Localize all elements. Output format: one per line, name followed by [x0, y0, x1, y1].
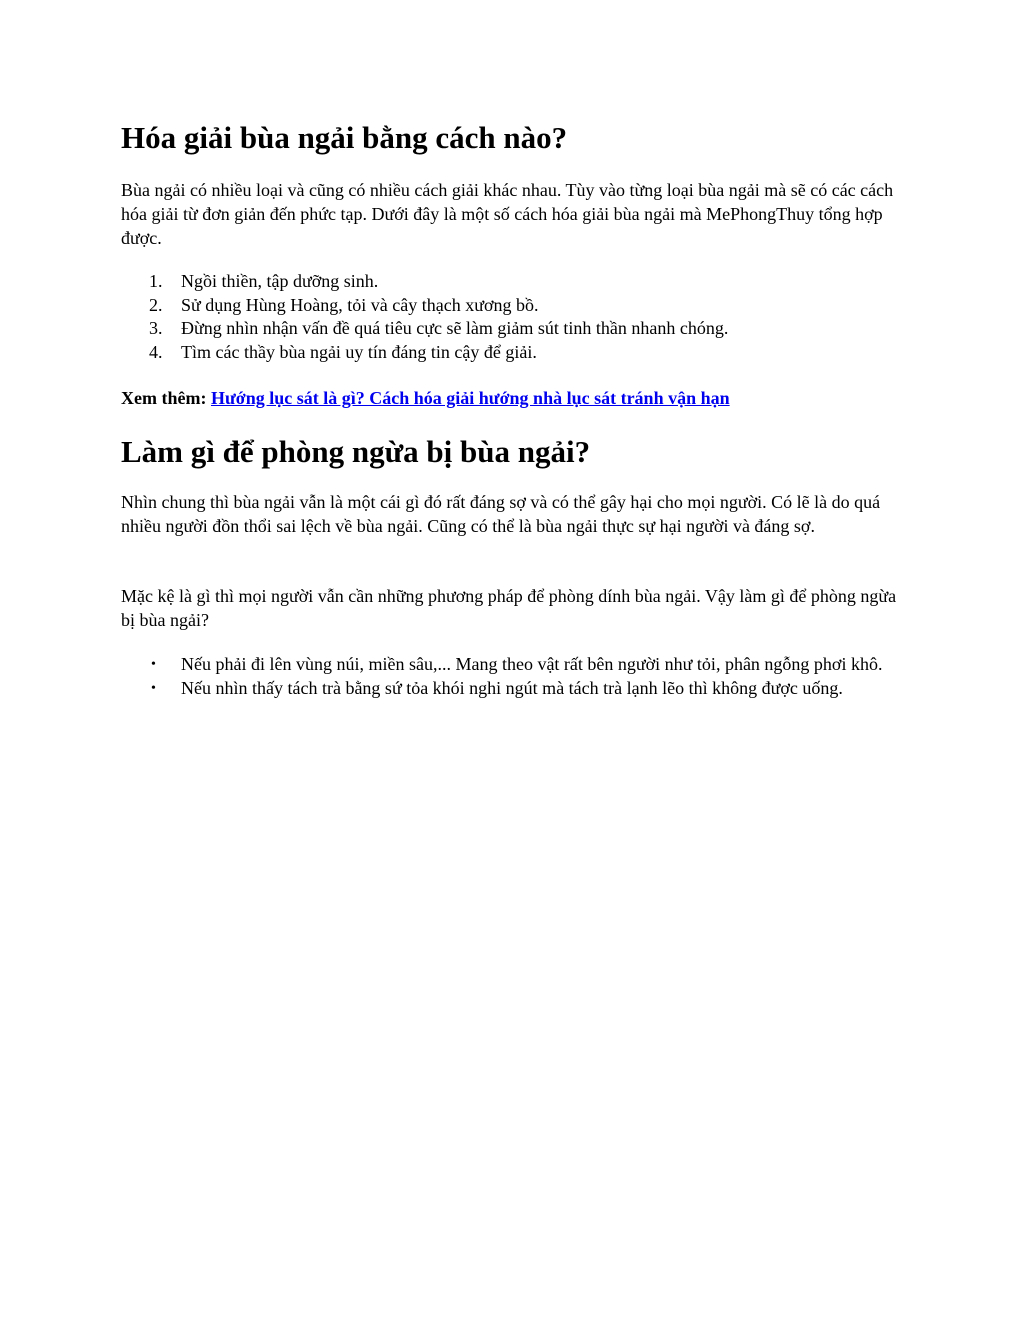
list-item-text: Nếu phải đi lên vùng núi, miền sâu,... Mang theo vật rất bên người như tỏi, phân ngỗng phơi khô. — [181, 654, 883, 674]
list-item — [121, 653, 906, 677]
bullet-icon: • — [151, 680, 156, 696]
list-number: 1. — [149, 271, 163, 291]
list-item-text: Tìm các thầy bùa ngải uy tín đáng tin cậy để giải. — [181, 341, 537, 362]
section-heading-remedy: Hóa giải bùa ngải bằng cách nào? — [121, 120, 568, 155]
list-item — [121, 294, 906, 318]
remedy-steps-list — [121, 270, 906, 364]
see-also-label: Xem thêm: — [121, 388, 207, 408]
list-item-text: Đừng nhìn nhận vấn đề quá tiêu cực sẽ làm giảm sút tinh thần nhanh chóng. — [181, 318, 729, 338]
list-item-text: Nếu nhìn thấy tách trà bằng sứ tỏa khói nghi ngút mà tách trà lạnh lẽo thì không được uống. — [181, 677, 843, 698]
prevention-paragraph-1: Nhìn chung thì bùa ngải vẫn là một cái gì đó rất đáng sợ và có thể gây hại cho mọi người. Có lẽ là do quá nhiều người đồn thổi sai lệch về bùa ngải. Cũng có thể là bùa ngải thực sự hại người và đáng sợ. — [121, 492, 881, 536]
see-also-line — [121, 386, 730, 410]
prevention-bullet-list — [121, 653, 906, 700]
list-item-text: Sử dụng Hùng Hoàng, tỏi và cây thạch xương bồ. — [181, 294, 539, 315]
list-number: 4. — [149, 341, 163, 362]
prevention-paragraph-2: Mặc kệ là gì thì mọi người vẫn cần những phương pháp để phòng dính bùa ngải. Vậy làm gì để phòng ngừa bị bùa ngải? — [121, 586, 897, 630]
list-item — [121, 677, 906, 701]
bullet-icon: • — [151, 657, 156, 672]
section-heading-prevention: Làm gì để phòng ngừa bị bùa ngải? — [121, 434, 591, 469]
see-also-link[interactable]: Hướng lục sát là gì? Cách hóa giải hướng nhà lục sát tránh vận hạn — [210, 388, 730, 408]
list-item-text: Ngồi thiền, tập dưỡng sinh. — [181, 271, 379, 291]
list-number: 3. — [149, 318, 163, 338]
intro-paragraph: Bùa ngải có nhiều loại và cũng có nhiều cách giải khác nhau. Tùy vào từng loại bùa ngải mà sẽ có các cách hóa giải từ đơn giản đến phức tạp. Dưới đây là một số cách hóa giải bùa ngải mà MePhongThuy tổng hợp được. — [121, 180, 894, 248]
list-item — [121, 317, 906, 341]
list-item — [121, 341, 906, 365]
list-item — [121, 270, 906, 294]
list-number: 2. — [149, 294, 163, 315]
